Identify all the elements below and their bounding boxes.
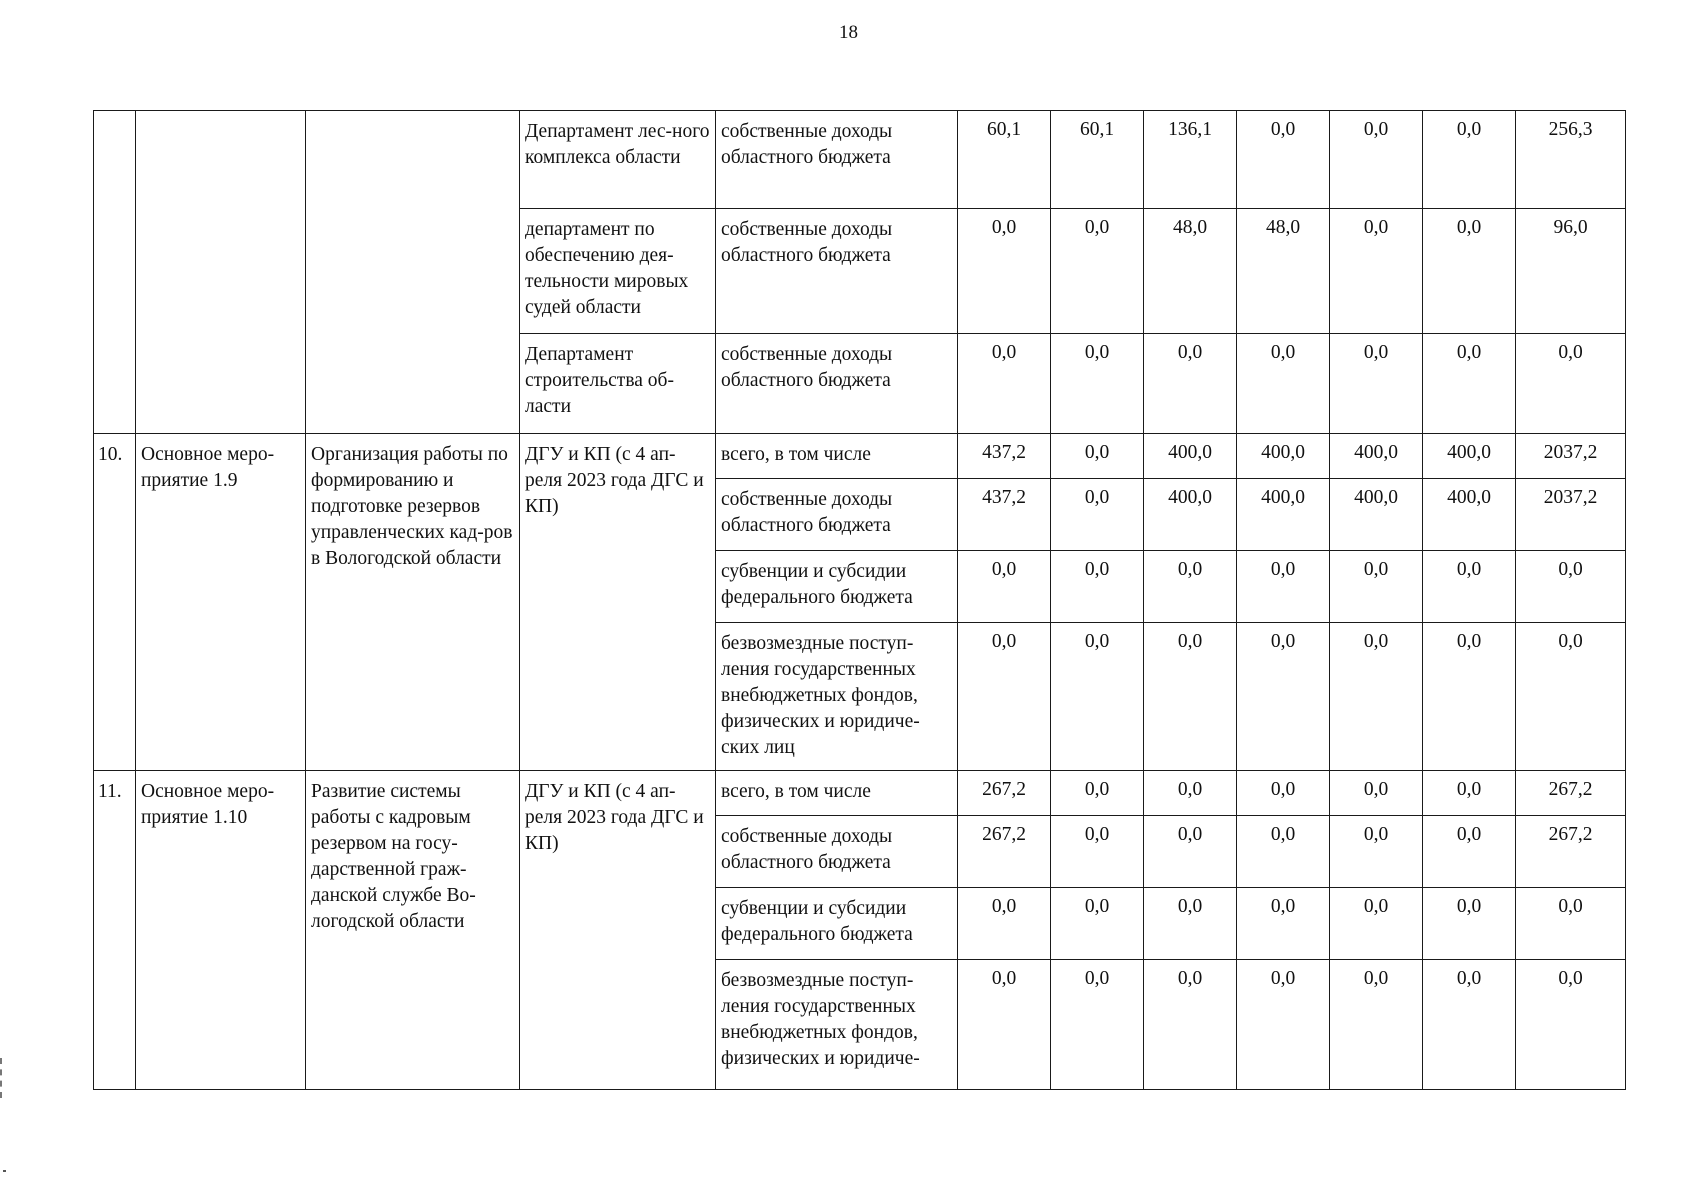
scan-edge-mark <box>0 1058 6 1098</box>
table-row <box>94 434 1626 479</box>
year-value-cell: 0,0 <box>1330 551 1423 623</box>
total-value-cell: 0,0 <box>1516 623 1626 771</box>
year-value-cell: 437,2 <box>958 434 1051 479</box>
year-value-cell: 400,0 <box>1423 479 1516 551</box>
year-value-cell: 0,0 <box>1051 888 1144 960</box>
year-value-cell: 437,2 <box>958 479 1051 551</box>
total-value-cell: 2037,2 <box>1516 434 1626 479</box>
scan-dot <box>3 1170 6 1172</box>
year-value-cell: 0,0 <box>1051 209 1144 334</box>
row-number-cell: 11. <box>94 771 136 1090</box>
year-value-cell: 400,0 <box>1144 479 1237 551</box>
year-value-cell: 0,0 <box>1051 960 1144 1090</box>
year-value-cell: 0,0 <box>1144 623 1237 771</box>
year-value-cell: 0,0 <box>1237 551 1330 623</box>
year-value-cell: 48,0 <box>1144 209 1237 334</box>
year-value-cell: 400,0 <box>1237 479 1330 551</box>
year-value-cell: 0,0 <box>1144 771 1237 816</box>
year-value-cell: 0,0 <box>1423 209 1516 334</box>
year-value-cell: 0,0 <box>1051 623 1144 771</box>
year-value-cell: 267,2 <box>958 816 1051 888</box>
year-value-cell: 0,0 <box>1423 888 1516 960</box>
year-value-cell: 0,0 <box>1144 816 1237 888</box>
year-value-cell: 0,0 <box>1330 111 1423 209</box>
year-value-cell: 48,0 <box>1237 209 1330 334</box>
total-value-cell: 267,2 <box>1516 816 1626 888</box>
year-value-cell: 0,0 <box>1144 888 1237 960</box>
year-value-cell: 400,0 <box>1330 434 1423 479</box>
funding-source-cell: собственные доходы областного бюджета <box>716 816 958 888</box>
year-value-cell: 0,0 <box>1237 960 1330 1090</box>
year-value-cell: 0,0 <box>1330 960 1423 1090</box>
year-value-cell: 0,0 <box>1237 888 1330 960</box>
year-value-cell: 400,0 <box>1423 434 1516 479</box>
table-row <box>94 111 1626 209</box>
year-value-cell: 60,1 <box>958 111 1051 209</box>
year-value-cell: 0,0 <box>1330 209 1423 334</box>
executor-cell: Департамент лес-ного комплекса области <box>520 111 716 209</box>
measure-name-cell <box>306 111 520 434</box>
total-value-cell: 0,0 <box>1516 551 1626 623</box>
year-value-cell: 400,0 <box>1330 479 1423 551</box>
year-value-cell: 0,0 <box>958 209 1051 334</box>
measure-name-cell: Организация работы по формированию и подготовке резервов управленческих кад-ров в Вологодской области <box>306 434 520 771</box>
year-value-cell: 0,0 <box>958 888 1051 960</box>
year-value-cell: 0,0 <box>1237 816 1330 888</box>
budget-table <box>93 110 1626 1090</box>
total-value-cell: 0,0 <box>1516 334 1626 434</box>
year-value-cell: 0,0 <box>1237 334 1330 434</box>
measure-name-cell: Развитие системы работы с кадровым резервом на госу-дарственной граж-данской службе Во-логодской области <box>306 771 520 1090</box>
executor-cell: департамент по обеспечению дея-тельности мировых судей области <box>520 209 716 334</box>
year-value-cell: 0,0 <box>1051 771 1144 816</box>
row-number-cell: 10. <box>94 434 136 771</box>
total-value-cell: 256,3 <box>1516 111 1626 209</box>
funding-source-cell: субвенции и субсидии федерального бюджета <box>716 551 958 623</box>
year-value-cell: 400,0 <box>1237 434 1330 479</box>
year-value-cell: 0,0 <box>1330 771 1423 816</box>
total-value-cell: 96,0 <box>1516 209 1626 334</box>
year-value-cell: 0,0 <box>1330 816 1423 888</box>
year-value-cell: 0,0 <box>1237 111 1330 209</box>
measure-cell <box>136 111 306 434</box>
year-value-cell: 0,0 <box>1330 888 1423 960</box>
year-value-cell: 0,0 <box>1051 334 1144 434</box>
funding-source-cell: всего, в том числе <box>716 771 958 816</box>
year-value-cell: 0,0 <box>1144 551 1237 623</box>
year-value-cell: 267,2 <box>958 771 1051 816</box>
year-value-cell: 0,0 <box>1423 623 1516 771</box>
year-value-cell: 0,0 <box>958 551 1051 623</box>
total-value-cell: 267,2 <box>1516 771 1626 816</box>
year-value-cell: 0,0 <box>1423 960 1516 1090</box>
page-number: 18 <box>839 22 858 43</box>
year-value-cell: 400,0 <box>1144 434 1237 479</box>
executor-cell: ДГУ и КП (с 4 ап-реля 2023 года ДГС и КП) <box>520 434 716 771</box>
year-value-cell: 0,0 <box>1051 434 1144 479</box>
funding-source-cell: собственные доходы областного бюджета <box>716 209 958 334</box>
total-value-cell: 0,0 <box>1516 888 1626 960</box>
year-value-cell: 0,0 <box>1330 334 1423 434</box>
total-value-cell: 2037,2 <box>1516 479 1626 551</box>
total-value-cell: 0,0 <box>1516 960 1626 1090</box>
year-value-cell: 0,0 <box>1423 334 1516 434</box>
funding-source-cell: собственные доходы областного бюджета <box>716 111 958 209</box>
year-value-cell: 0,0 <box>1051 816 1144 888</box>
year-value-cell: 0,0 <box>1051 479 1144 551</box>
funding-source-cell: всего, в том числе <box>716 434 958 479</box>
funding-source-cell: безвозмездные поступ-ления государственных внебюджетных фондов, физических и юридиче-ских лиц <box>716 623 958 771</box>
year-value-cell: 0,0 <box>1423 551 1516 623</box>
year-value-cell: 0,0 <box>1144 960 1237 1090</box>
measure-cell: Основное меро-приятие 1.9 <box>136 434 306 771</box>
year-value-cell: 60,1 <box>1051 111 1144 209</box>
year-value-cell: 0,0 <box>1237 623 1330 771</box>
funding-source-cell: субвенции и субсидии федерального бюджета <box>716 888 958 960</box>
funding-source-cell: безвозмездные поступ-ления государственных внебюджетных фондов, физических и юридиче- <box>716 960 958 1090</box>
year-value-cell: 0,0 <box>1051 551 1144 623</box>
table-body <box>94 111 1626 1090</box>
measure-cell: Основное меро-приятие 1.10 <box>136 771 306 1090</box>
year-value-cell: 0,0 <box>1423 111 1516 209</box>
year-value-cell: 0,0 <box>1330 623 1423 771</box>
year-value-cell: 0,0 <box>1423 816 1516 888</box>
funding-source-cell: собственные доходы областного бюджета <box>716 334 958 434</box>
year-value-cell: 0,0 <box>958 960 1051 1090</box>
table-row <box>94 771 1626 816</box>
executor-cell: Департамент строительства об-ласти <box>520 334 716 434</box>
year-value-cell: 0,0 <box>958 623 1051 771</box>
year-value-cell: 136,1 <box>1144 111 1237 209</box>
year-value-cell: 0,0 <box>1423 771 1516 816</box>
executor-cell: ДГУ и КП (с 4 ап-реля 2023 года ДГС и КП) <box>520 771 716 1090</box>
year-value-cell: 0,0 <box>1144 334 1237 434</box>
year-value-cell: 0,0 <box>1237 771 1330 816</box>
row-number-cell <box>94 111 136 434</box>
year-value-cell: 0,0 <box>958 334 1051 434</box>
funding-source-cell: собственные доходы областного бюджета <box>716 479 958 551</box>
